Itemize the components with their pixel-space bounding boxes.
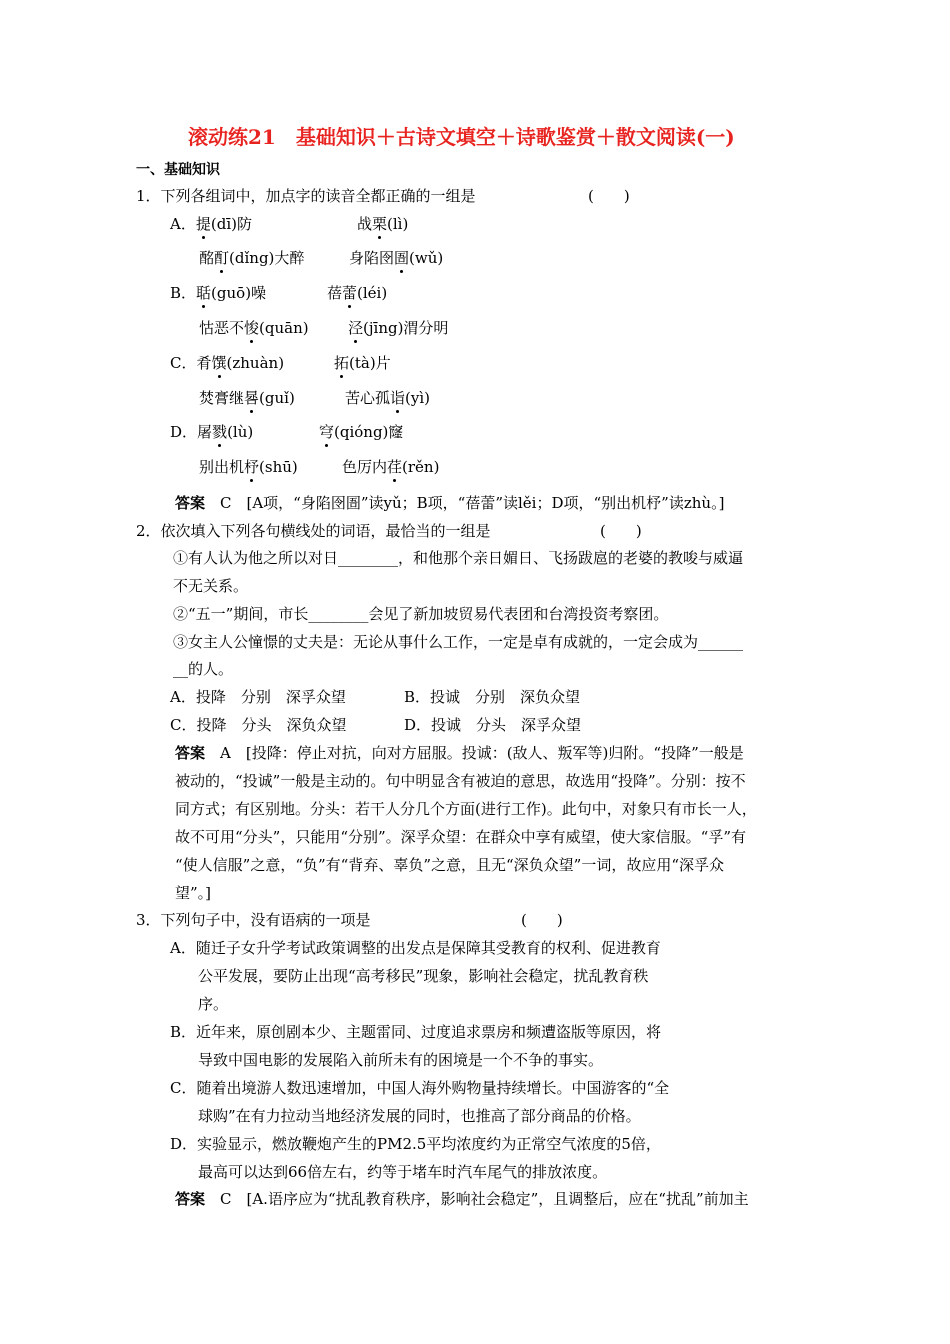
q1-answer: 答案 C [A项，“身陷囹圄”读yǔ；B项，“蓓蕾”读lěi；D项，“别出机杼”读zhù。]: [175, 494, 725, 512]
q2-answer-paren: ( ): [600, 522, 642, 540]
q2-sentence-3: ③女主人公憧憬的丈夫是：无论从事什么工作，一定是卓有成就的，一定会成为______: [173, 633, 744, 651]
q2-option-a: A．投降 分别 深孚众望: [170, 688, 346, 706]
section-heading: 一、基础知识: [136, 162, 220, 178]
q1-option-d-row1: D．屠戮(lù): [170, 423, 254, 441]
q1-option-a-word4: 身陷囹圄(wǔ): [349, 249, 444, 267]
q2-sentence-3-cont: __的人。: [173, 660, 234, 678]
page-title: 滚动练21 基础知识＋古诗文填空＋诗歌鉴赏＋散文阅读(一): [188, 125, 735, 149]
q1-option-c-word2: 拓(tà)片: [334, 354, 391, 372]
q3-option-d-line-2: 最高可以达到66倍左右，约等于堵车时汽车尾气的排放浓度。: [198, 1163, 608, 1181]
q1-option-b-word2: 蓓蕾(léi): [327, 284, 388, 302]
q3-answer-line-1: 答案 C [A.语序应为“扰乱教育秩序，影响社会稳定”，且调整后，应在“扰乱”前加主: [175, 1190, 749, 1208]
q2-stem: 2．依次填入下列各句横线处的词语，最恰当的一组是: [136, 522, 491, 540]
q3-option-d-line-1: D．实验显示，燃放鞭炮产生的PM2.5平均浓度约为正常空气浓度的5倍，: [170, 1135, 661, 1153]
q1-option-b-word4: 泾(jīng)渭分明: [348, 319, 449, 337]
q1-option-c-row1: C．肴馔(zhuàn): [170, 354, 285, 372]
q2-option-c: C．投降 分头 深负众望: [170, 716, 347, 734]
q1-answer-paren: ( ): [588, 187, 630, 205]
q2-answer-line-1: 答案 A [投降：停止对抗，向对方屈服。投诚：(敌人、叛军等)归附。“投降”一般是: [175, 744, 744, 762]
q3-option-a-line-3: 序。: [198, 995, 229, 1013]
q2-option-d: D．投诚 分头 深孚众望: [404, 716, 582, 734]
q1-option-a-word3: 酩酊(dǐng)大醉: [199, 249, 305, 267]
q3-answer-paren: ( ): [521, 911, 563, 929]
q3-option-c-line-1: C．随着出境游人数迅速增加，中国人海外购物量持续增长。中国游客的“全: [170, 1079, 670, 1097]
q1-option-d-word2: 穹(qióng)窿: [319, 423, 404, 441]
q1-option-d-word3: 别出机杼(shū): [199, 458, 298, 476]
q1-option-a-word2: 战栗(lì): [357, 215, 409, 233]
q1-option-c-word3: 焚膏继晷(guǐ): [199, 389, 295, 407]
q3-option-b-line-2: 导致中国电影的发展陷入前所未有的困境是一个不争的事实。: [198, 1051, 604, 1069]
q2-sentence-1-cont: 不无关系。: [173, 577, 249, 595]
q1-stem: 1．下列各组词中，加点字的读音全都正确的一组是: [136, 187, 476, 205]
q2-answer-line-4: 故不可用“分头”，只能用“分别”。深孚众望：在群众中享有威望，使大家信服。“孚”有: [175, 828, 747, 846]
q1-option-d-word4: 色厉内荏(rěn): [342, 458, 440, 476]
q1-option-b-word3: 怙恶不悛(quān): [199, 319, 309, 337]
q2-answer-line-5: “使人信服”之意，“负”有“背弃、辜负”之意，且无“深负众望”一词，故应用“深孚众: [175, 856, 725, 874]
q2-answer-line-2: 被动的，“投诚”一般是主动的。句中明显含有被迫的意思，故选用“投降”。分别：按不: [175, 772, 746, 790]
q2-option-b: B．投诚 分别 深负众望: [404, 688, 581, 706]
q2-sentence-1: ①有人认为他之所以对日________，和他那个亲日媚日、飞扬跋扈的老婆的教唆与威逼: [173, 549, 744, 567]
q1-option-c-word4: 苦心孤诣(yì): [345, 389, 431, 407]
q2-sentence-2: ②“五一”期间，市长________会见了新加坡贸易代表团和台湾投资考察团。: [173, 605, 669, 623]
q3-option-a-line-1: A．随迁子女升学考试政策调整的出发点是保障其受教育的权利、促进教育: [170, 939, 661, 957]
q1-option-b-row1: B．聒(guō)噪: [170, 284, 267, 302]
q1-option-a-row1: A．提(dī)防: [170, 215, 252, 233]
q2-answer-line-3: 同方式；有区别地。分头：若干人分几个方面(进行工作)。此句中，对象只有市长一人，: [175, 800, 757, 818]
q2-answer-line-6: 望”。]: [175, 884, 212, 902]
q3-option-c-line-2: 球购”在有力拉动当地经济发展的同时，也推高了部分商品的价格。: [198, 1107, 641, 1125]
q3-option-b-line-1: B．近年来，原创剧本少、主题雷同、过度追求票房和频遭盗版等原因，将: [170, 1023, 662, 1041]
q3-stem: 3．下列句子中，没有语病的一项是: [136, 911, 371, 929]
q3-option-a-line-2: 公平发展，要防止出现“高考移民”现象，影响社会稳定，扰乱教育秩: [198, 967, 649, 985]
